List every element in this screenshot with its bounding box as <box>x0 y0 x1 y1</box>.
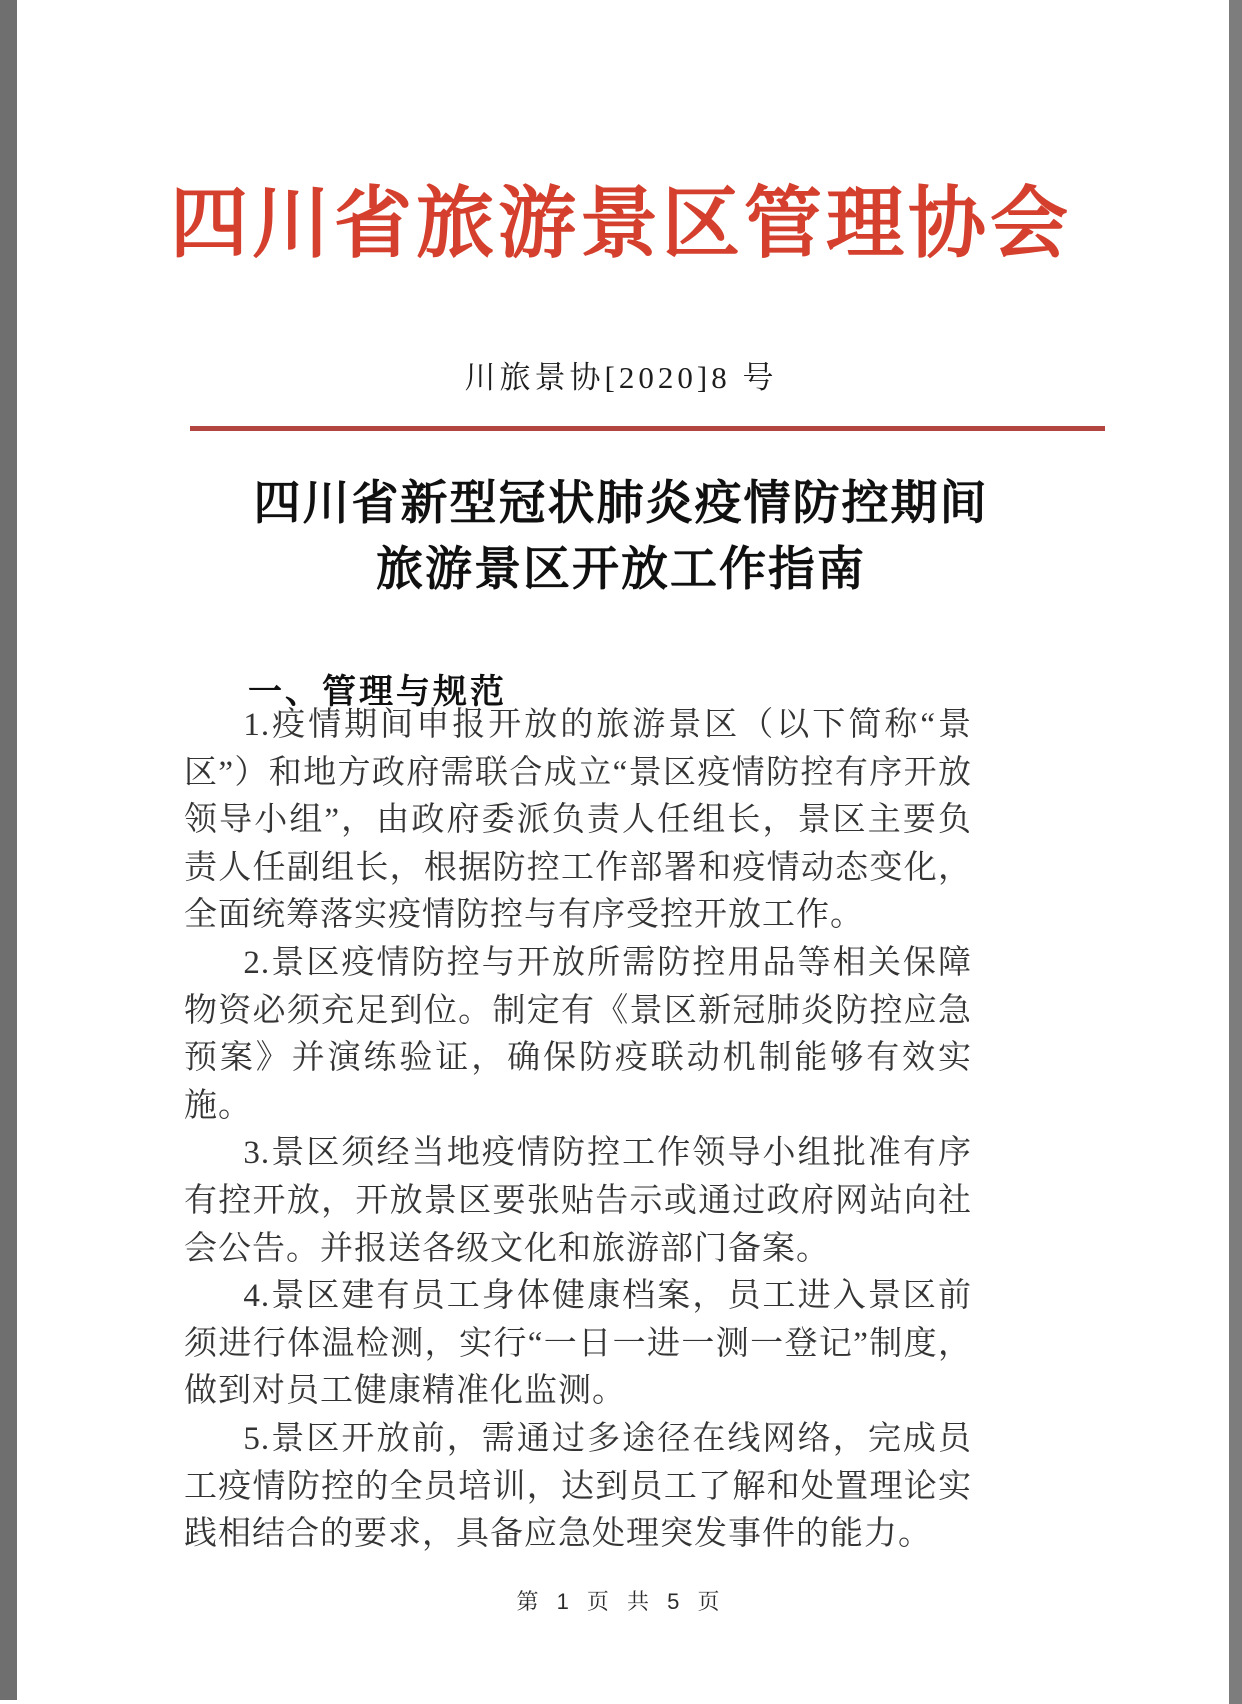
paragraph-2: 2.景区疫情防控与开放所需防控用品等相关保障物资必须充足到位。制定有《景区新冠肺炎防控应急预案》并演练验证，确保防疫联动机制能够有效实施。 <box>184 944 972 1124</box>
document-title <box>100 470 1142 602</box>
paragraph-1: 1.疫情期间申报开放的旅游景区（以下简称“景区”）和地方政府需联合成立“景区疫情防控有序开放领导小组”，由政府委派负责人任组长，景区主要负责人任副组长，根据防控工作部署和疫情动态变化，全面统筹落实疫情防控与有序受控开放工作。 <box>184 707 972 934</box>
letterhead-red-rule <box>190 426 1105 431</box>
document-body <box>184 702 972 1559</box>
document-title-line-2: 旅游景区开放工作指南 <box>376 542 866 595</box>
page-number-footer: 第 1 页 共 5 页 <box>516 1589 726 1614</box>
paragraph-3: 3.景区须经当地疫情防控工作领导小组批准有序有控开放，开放景区要张贴告示或通过政府网站向社会公告。并报送各级文化和旅游部门备案。 <box>184 1135 972 1267</box>
paragraph-5: 5.景区开放前，需通过多途径在线网络，完成员工疫情防控的全员培训，达到员工了解和处置理论实践相结合的要求，具备应急处理突发事件的能力。 <box>184 1420 972 1553</box>
org-letterhead-title: 四川省旅游景区管理协会 <box>169 179 1072 267</box>
paragraph-4: 4.景区建有员工身体健康档案，员工进入景区前须进行体温检测，实行“一日一进一测一登记”制度，做到对员工健康精准化监测。 <box>184 1278 972 1410</box>
scan-edge-left <box>0 0 17 1700</box>
document-title-line-1: 四川省新型冠状肺炎疫情防控期间 <box>253 476 989 529</box>
document-number: 川旅景协[2020]8 号 <box>464 360 778 395</box>
scan-edge-right <box>1229 0 1242 1704</box>
section-heading: 一、管理与规范 <box>248 673 507 711</box>
